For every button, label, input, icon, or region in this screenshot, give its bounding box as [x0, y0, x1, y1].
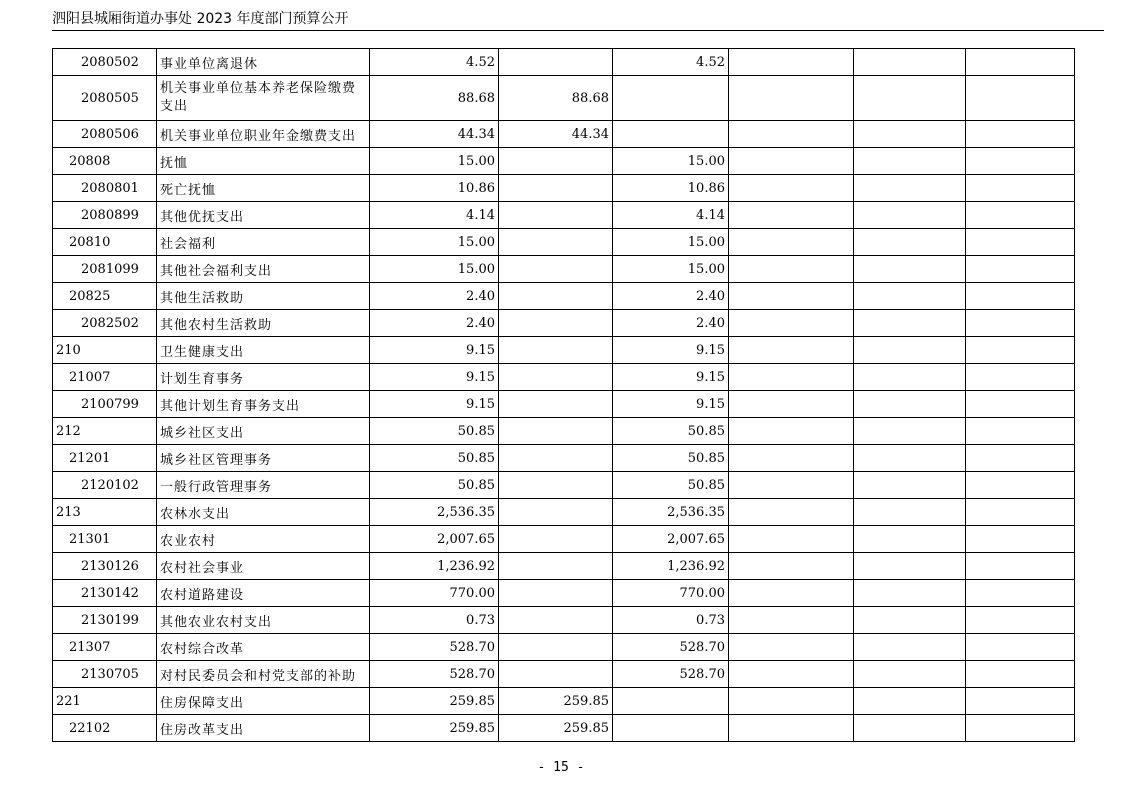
- empty-cell: [966, 49, 1075, 76]
- subject-name-cell: 农村道路建设: [157, 580, 370, 607]
- project-expense-cell: 4.14: [613, 202, 729, 229]
- empty-cell: [729, 445, 854, 472]
- empty-cell: [854, 175, 966, 202]
- subject-code-cell: 2080502: [53, 49, 157, 76]
- empty-cell: [729, 283, 854, 310]
- empty-cell: [854, 148, 966, 175]
- basic-expense-cell: [499, 445, 613, 472]
- basic-expense-cell: [499, 634, 613, 661]
- project-expense-cell: 9.15: [613, 391, 729, 418]
- basic-expense-cell: 259.85: [499, 715, 613, 742]
- subject-code-cell: 21301: [53, 526, 157, 553]
- empty-cell: [966, 121, 1075, 148]
- table-row: [53, 661, 1075, 688]
- empty-cell: [854, 310, 966, 337]
- subject-name-cell: 抚恤: [157, 148, 370, 175]
- total-amount-cell: 50.85: [370, 445, 499, 472]
- basic-expense-cell: 44.34: [499, 121, 613, 148]
- total-amount-cell: 2.40: [370, 283, 499, 310]
- empty-cell: [729, 391, 854, 418]
- empty-cell: [729, 148, 854, 175]
- subject-name-cell: 农村综合改革: [157, 634, 370, 661]
- empty-cell: [854, 256, 966, 283]
- subject-code-cell: 2080801: [53, 175, 157, 202]
- subject-name-cell: 其他优抚支出: [157, 202, 370, 229]
- empty-cell: [729, 76, 854, 121]
- empty-cell: [966, 337, 1075, 364]
- basic-expense-cell: [499, 607, 613, 634]
- total-amount-cell: 0.73: [370, 607, 499, 634]
- project-expense-cell: 15.00: [613, 148, 729, 175]
- total-amount-cell: 9.15: [370, 337, 499, 364]
- table-row: [53, 553, 1075, 580]
- empty-cell: [729, 418, 854, 445]
- table-row: [53, 688, 1075, 715]
- basic-expense-cell: [499, 364, 613, 391]
- empty-cell: [966, 364, 1075, 391]
- basic-expense-cell: [499, 229, 613, 256]
- subject-code-cell: 21307: [53, 634, 157, 661]
- subject-name-cell: 一般行政管理事务: [157, 472, 370, 499]
- empty-cell: [729, 688, 854, 715]
- basic-expense-cell: [499, 202, 613, 229]
- subject-name-cell: 其他农村生活救助: [157, 310, 370, 337]
- empty-cell: [854, 337, 966, 364]
- table-row: [53, 526, 1075, 553]
- total-amount-cell: 50.85: [370, 472, 499, 499]
- empty-cell: [854, 499, 966, 526]
- empty-cell: [729, 310, 854, 337]
- empty-cell: [729, 472, 854, 499]
- table-row: [53, 445, 1075, 472]
- empty-cell: [854, 553, 966, 580]
- table-row: [53, 121, 1075, 148]
- subject-code-cell: 21201: [53, 445, 157, 472]
- subject-name-cell: 城乡社区支出: [157, 418, 370, 445]
- empty-cell: [729, 364, 854, 391]
- total-amount-cell: 88.68: [370, 76, 499, 121]
- empty-cell: [854, 607, 966, 634]
- project-expense-cell: 15.00: [613, 256, 729, 283]
- basic-expense-cell: [499, 337, 613, 364]
- table-row: [53, 175, 1075, 202]
- subject-code-cell: 212: [53, 418, 157, 445]
- table-row: [53, 634, 1075, 661]
- subject-code-cell: 2100799: [53, 391, 157, 418]
- total-amount-cell: 528.70: [370, 634, 499, 661]
- empty-cell: [854, 121, 966, 148]
- subject-name-cell: 农业农村: [157, 526, 370, 553]
- basic-expense-cell: [499, 148, 613, 175]
- subject-code-cell: 2130199: [53, 607, 157, 634]
- empty-cell: [966, 229, 1075, 256]
- project-expense-cell: 4.52: [613, 49, 729, 76]
- table-row: [53, 148, 1075, 175]
- subject-code-cell: 213: [53, 499, 157, 526]
- empty-cell: [729, 634, 854, 661]
- total-amount-cell: 2,007.65: [370, 526, 499, 553]
- total-amount-cell: 50.85: [370, 418, 499, 445]
- table-row: [53, 310, 1075, 337]
- project-expense-cell: 50.85: [613, 418, 729, 445]
- total-amount-cell: 4.14: [370, 202, 499, 229]
- subject-code-cell: 20825: [53, 283, 157, 310]
- table-row: [53, 256, 1075, 283]
- subject-code-cell: 2082502: [53, 310, 157, 337]
- subject-code-cell: 2130705: [53, 661, 157, 688]
- basic-expense-cell: [499, 418, 613, 445]
- subject-name-cell: 机关事业单位基本养老保险缴费支出: [157, 76, 370, 121]
- subject-code-cell: 2120102: [53, 472, 157, 499]
- empty-cell: [966, 499, 1075, 526]
- subject-code-cell: 2080899: [53, 202, 157, 229]
- subject-name-cell: 对村民委员会和村党支部的补助: [157, 661, 370, 688]
- budget-table-body: [53, 49, 1075, 742]
- subject-code-cell: 2130142: [53, 580, 157, 607]
- subject-code-cell: 21007: [53, 364, 157, 391]
- subject-name-cell: 农林水支出: [157, 499, 370, 526]
- page-number: - 15 -: [537, 760, 585, 775]
- table-row: [53, 499, 1075, 526]
- basic-expense-cell: [499, 661, 613, 688]
- total-amount-cell: 1,236.92: [370, 553, 499, 580]
- empty-cell: [729, 256, 854, 283]
- empty-cell: [854, 526, 966, 553]
- subject-name-cell: 其他计划生育事务支出: [157, 391, 370, 418]
- empty-cell: [854, 634, 966, 661]
- subject-code-cell: 2080505: [53, 76, 157, 121]
- budget-table: [52, 48, 1075, 742]
- total-amount-cell: 528.70: [370, 661, 499, 688]
- subject-name-cell: 机关事业单位职业年金缴费支出: [157, 121, 370, 148]
- subject-code-cell: 20810: [53, 229, 157, 256]
- empty-cell: [966, 445, 1075, 472]
- empty-cell: [729, 49, 854, 76]
- empty-cell: [729, 121, 854, 148]
- total-amount-cell: 2.40: [370, 310, 499, 337]
- empty-cell: [966, 76, 1075, 121]
- table-row: [53, 283, 1075, 310]
- project-expense-cell: [613, 121, 729, 148]
- empty-cell: [854, 202, 966, 229]
- table-row: [53, 229, 1075, 256]
- total-amount-cell: 44.34: [370, 121, 499, 148]
- empty-cell: [854, 445, 966, 472]
- subject-code-cell: 2080506: [53, 121, 157, 148]
- subject-name-cell: 死亡抚恤: [157, 175, 370, 202]
- document-header: 泗阳县城厢街道办事处 2023 年度部门预算公开: [52, 8, 1104, 31]
- empty-cell: [966, 256, 1075, 283]
- empty-cell: [729, 202, 854, 229]
- empty-cell: [966, 661, 1075, 688]
- total-amount-cell: 4.52: [370, 49, 499, 76]
- empty-cell: [966, 418, 1075, 445]
- table-row: [53, 715, 1075, 742]
- table-row: [53, 202, 1075, 229]
- subject-name-cell: 城乡社区管理事务: [157, 445, 370, 472]
- empty-cell: [729, 337, 854, 364]
- subject-name-cell: 其他农业农村支出: [157, 607, 370, 634]
- project-expense-cell: 2,007.65: [613, 526, 729, 553]
- total-amount-cell: 259.85: [370, 688, 499, 715]
- project-expense-cell: [613, 76, 729, 121]
- empty-cell: [966, 526, 1075, 553]
- subject-name-cell: 计划生育事务: [157, 364, 370, 391]
- subject-name-cell: 住房改革支出: [157, 715, 370, 742]
- empty-cell: [966, 553, 1075, 580]
- project-expense-cell: [613, 715, 729, 742]
- subject-name-cell: 事业单位离退休: [157, 49, 370, 76]
- subject-name-cell: 住房保障支出: [157, 688, 370, 715]
- empty-cell: [729, 607, 854, 634]
- project-expense-cell: 50.85: [613, 445, 729, 472]
- project-expense-cell: 50.85: [613, 472, 729, 499]
- basic-expense-cell: [499, 283, 613, 310]
- subject-code-cell: 210: [53, 337, 157, 364]
- empty-cell: [966, 688, 1075, 715]
- empty-cell: [729, 553, 854, 580]
- total-amount-cell: 770.00: [370, 580, 499, 607]
- empty-cell: [966, 391, 1075, 418]
- basic-expense-cell: 88.68: [499, 76, 613, 121]
- basic-expense-cell: [499, 310, 613, 337]
- empty-cell: [854, 715, 966, 742]
- project-expense-cell: 528.70: [613, 661, 729, 688]
- empty-cell: [966, 580, 1075, 607]
- basic-expense-cell: [499, 391, 613, 418]
- total-amount-cell: 15.00: [370, 229, 499, 256]
- project-expense-cell: 9.15: [613, 337, 729, 364]
- empty-cell: [966, 634, 1075, 661]
- table-row: [53, 76, 1075, 121]
- table-row: [53, 580, 1075, 607]
- basic-expense-cell: [499, 472, 613, 499]
- empty-cell: [966, 202, 1075, 229]
- empty-cell: [966, 310, 1075, 337]
- subject-code-cell: 221: [53, 688, 157, 715]
- subject-name-cell: 其他生活救助: [157, 283, 370, 310]
- empty-cell: [966, 175, 1075, 202]
- basic-expense-cell: [499, 499, 613, 526]
- subject-code-cell: 2130126: [53, 553, 157, 580]
- subject-code-cell: 20808: [53, 148, 157, 175]
- basic-expense-cell: [499, 256, 613, 283]
- basic-expense-cell: [499, 49, 613, 76]
- total-amount-cell: 9.15: [370, 391, 499, 418]
- basic-expense-cell: [499, 175, 613, 202]
- empty-cell: [729, 499, 854, 526]
- subject-name-cell: 卫生健康支出: [157, 337, 370, 364]
- empty-cell: [966, 472, 1075, 499]
- total-amount-cell: 9.15: [370, 364, 499, 391]
- empty-cell: [854, 661, 966, 688]
- empty-cell: [729, 580, 854, 607]
- empty-cell: [854, 688, 966, 715]
- empty-cell: [966, 715, 1075, 742]
- project-expense-cell: 0.73: [613, 607, 729, 634]
- basic-expense-cell: 259.85: [499, 688, 613, 715]
- table-row: [53, 391, 1075, 418]
- subject-code-cell: 2081099: [53, 256, 157, 283]
- project-expense-cell: 770.00: [613, 580, 729, 607]
- empty-cell: [854, 49, 966, 76]
- table-row: [53, 472, 1075, 499]
- project-expense-cell: 2,536.35: [613, 499, 729, 526]
- empty-cell: [729, 715, 854, 742]
- empty-cell: [854, 364, 966, 391]
- table-row: [53, 418, 1075, 445]
- empty-cell: [729, 526, 854, 553]
- project-expense-cell: 9.15: [613, 364, 729, 391]
- subject-name-cell: 其他社会福利支出: [157, 256, 370, 283]
- project-expense-cell: 1,236.92: [613, 553, 729, 580]
- empty-cell: [854, 418, 966, 445]
- basic-expense-cell: [499, 526, 613, 553]
- project-expense-cell: 15.00: [613, 229, 729, 256]
- table-row: [53, 364, 1075, 391]
- empty-cell: [854, 283, 966, 310]
- table-row: [53, 49, 1075, 76]
- empty-cell: [729, 175, 854, 202]
- empty-cell: [854, 76, 966, 121]
- subject-name-cell: 社会福利: [157, 229, 370, 256]
- empty-cell: [854, 229, 966, 256]
- project-expense-cell: 2.40: [613, 310, 729, 337]
- basic-expense-cell: [499, 580, 613, 607]
- empty-cell: [854, 472, 966, 499]
- project-expense-cell: 528.70: [613, 634, 729, 661]
- project-expense-cell: 2.40: [613, 283, 729, 310]
- project-expense-cell: [613, 688, 729, 715]
- empty-cell: [966, 148, 1075, 175]
- total-amount-cell: 259.85: [370, 715, 499, 742]
- empty-cell: [966, 607, 1075, 634]
- total-amount-cell: 15.00: [370, 148, 499, 175]
- subject-name-cell: 农村社会事业: [157, 553, 370, 580]
- basic-expense-cell: [499, 553, 613, 580]
- table-row: [53, 607, 1075, 634]
- empty-cell: [966, 283, 1075, 310]
- total-amount-cell: 15.00: [370, 256, 499, 283]
- total-amount-cell: 10.86: [370, 175, 499, 202]
- table-row: [53, 337, 1075, 364]
- empty-cell: [729, 229, 854, 256]
- empty-cell: [854, 391, 966, 418]
- empty-cell: [854, 580, 966, 607]
- project-expense-cell: 10.86: [613, 175, 729, 202]
- empty-cell: [729, 661, 854, 688]
- total-amount-cell: 2,536.35: [370, 499, 499, 526]
- subject-code-cell: 22102: [53, 715, 157, 742]
